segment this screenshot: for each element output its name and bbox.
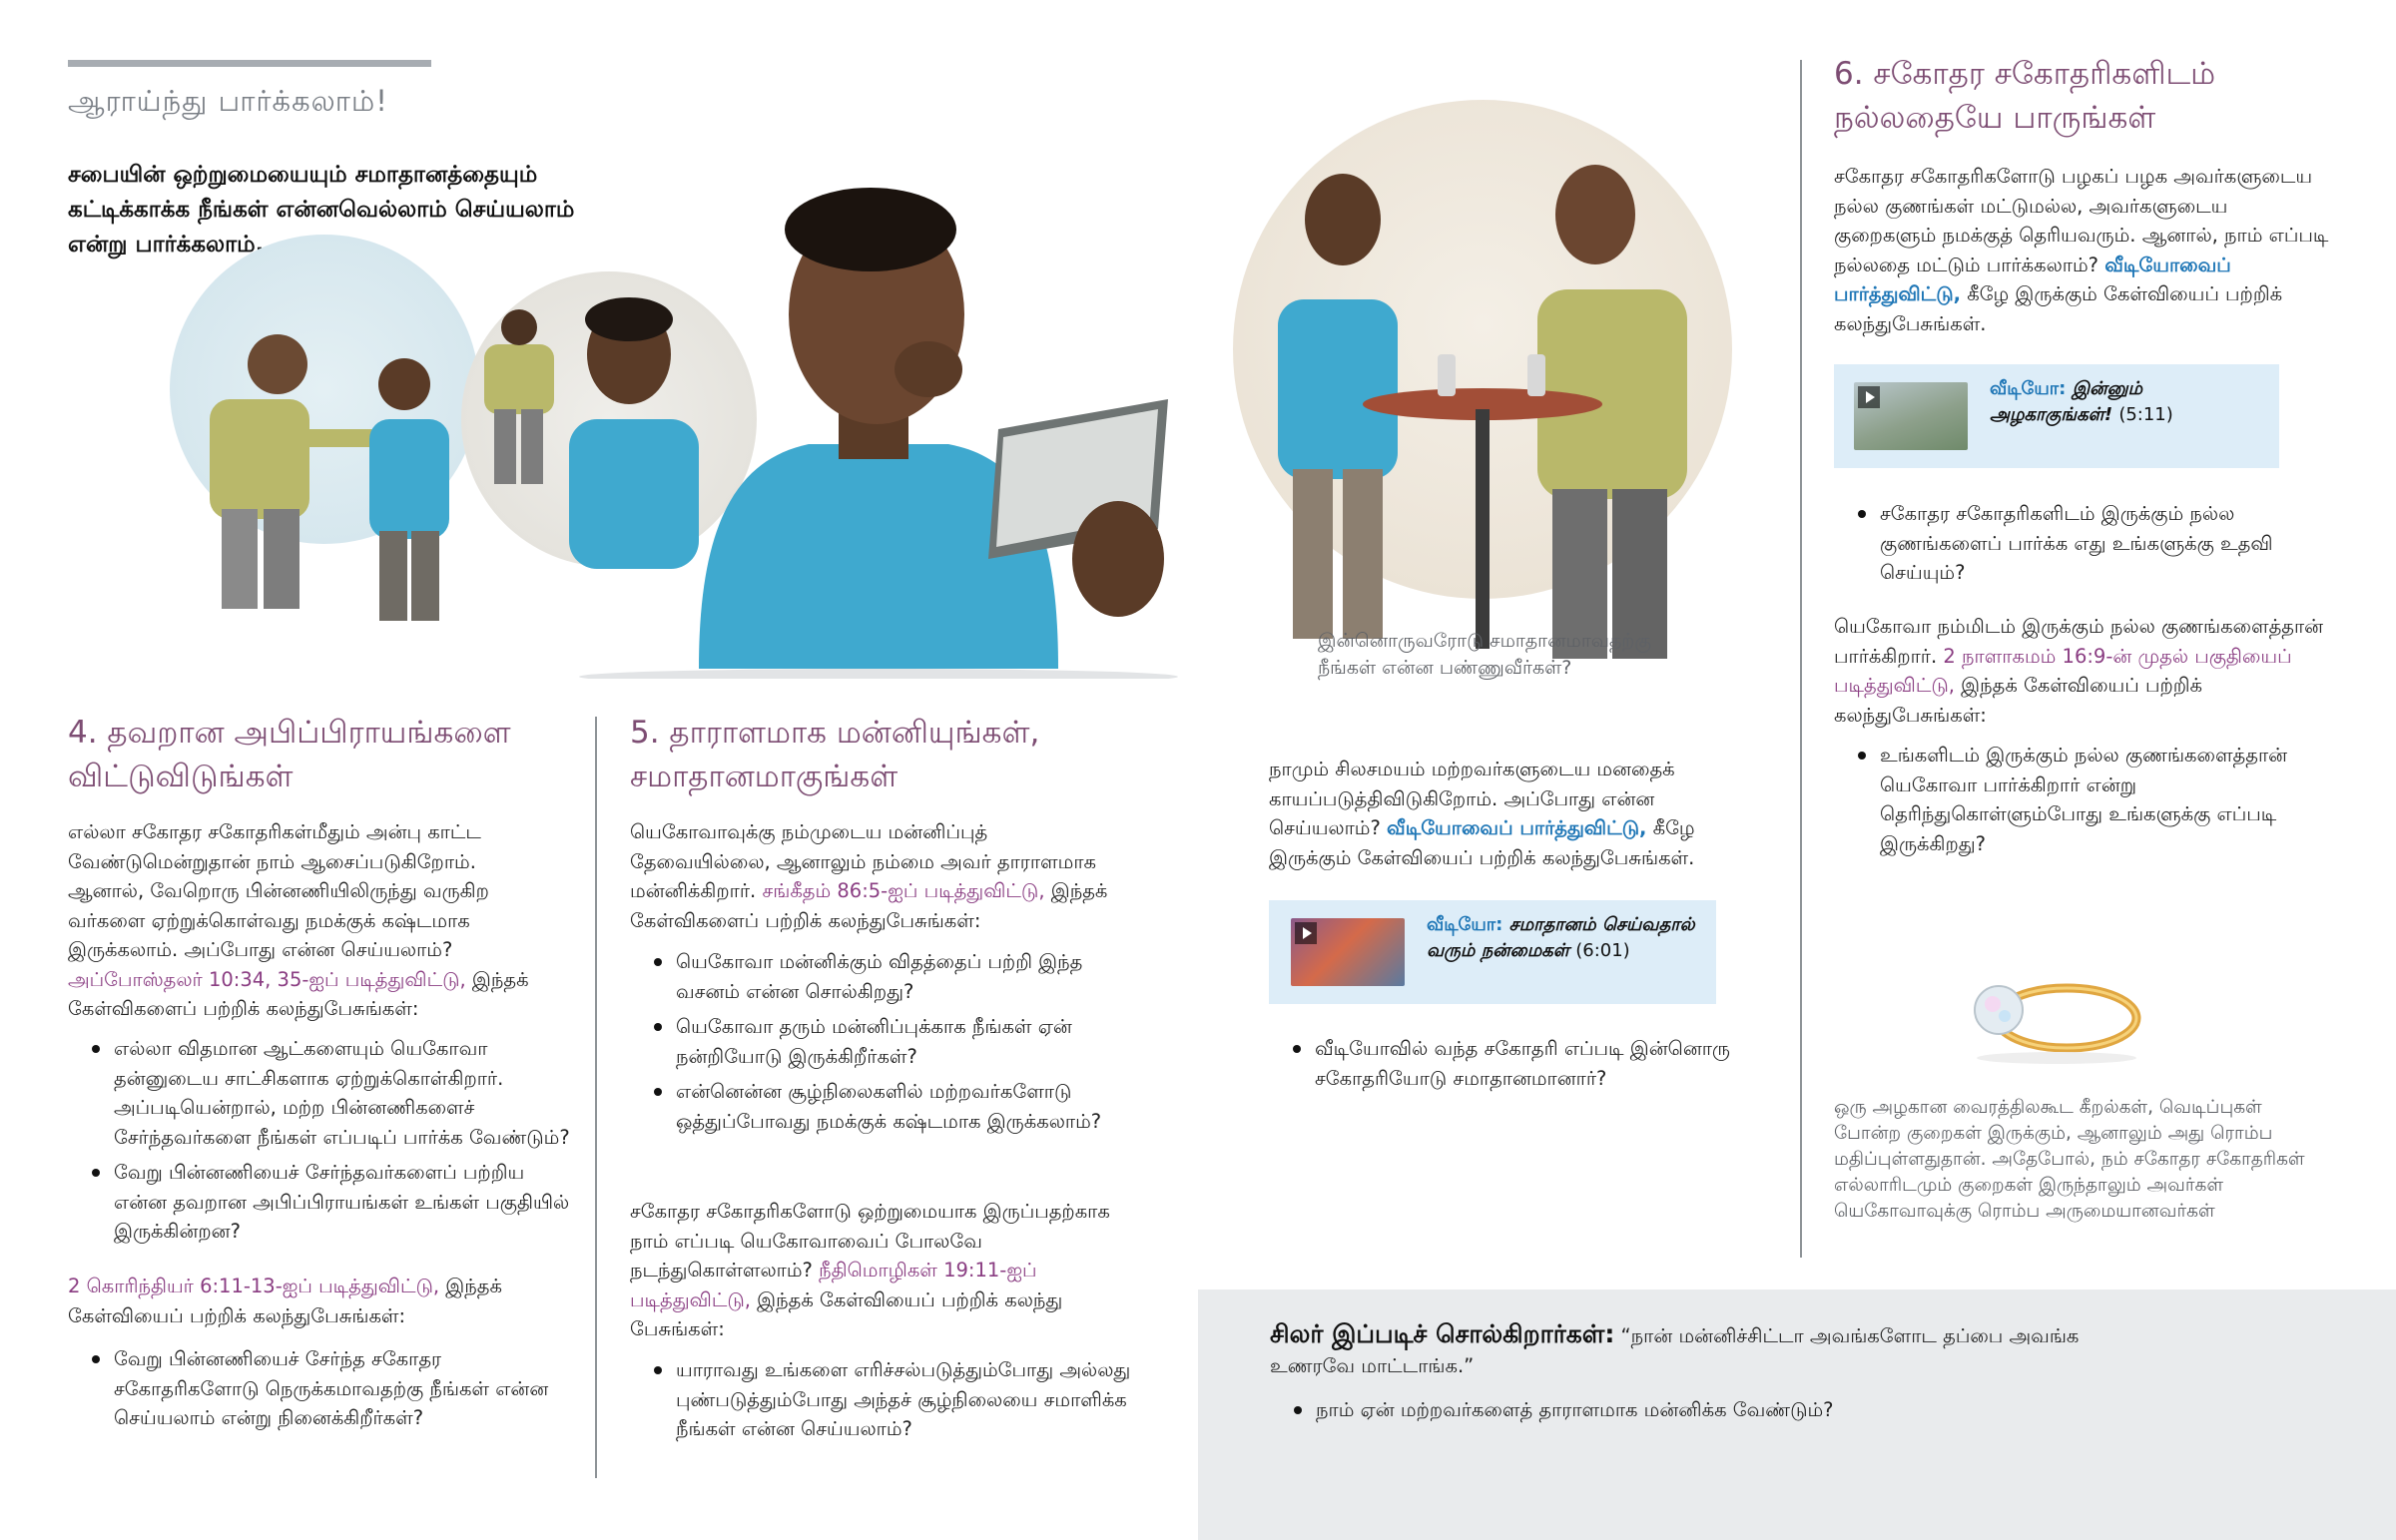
video-info bbox=[1990, 376, 2249, 428]
question-item: என்னென்ன சூழ்நிலைகளில் மற்றவர்களோடு ஒத்துப்போவது நமக்குக் கஷ்டமாக இருக்கலாம்? bbox=[630, 1077, 1139, 1136]
middle-questions bbox=[1269, 1034, 1788, 1099]
video-duration: (6:01) bbox=[1575, 940, 1630, 961]
middle-para bbox=[1269, 755, 1768, 872]
section-4-questions-1 bbox=[68, 1034, 577, 1253]
section-5-text: யெகோவாவுக்கு நம்முடைய மன்னிப்புத் தேவையில்லை, ஆனாலும் நம்மை அவர் தாராளமாக மன்னிக்கிறார். bbox=[630, 820, 1097, 902]
question-item: வேறு பின்னணியைச் சேர்ந்த சகோதர சகோதரிகளோடு நெருக்கமாவதற்கு நீங்கள் என்ன செய்யலாம் என்று நினைக்கிறீர்கள்? bbox=[68, 1344, 567, 1433]
section-6-instruction: கீழே இருக்கும் கேள்வியைப் பற்றிக் கலந்துபேசுங்கள். bbox=[1834, 282, 2283, 335]
scene-reconcile bbox=[1233, 100, 1732, 659]
middle-instruction: கீழே இருக்கும் கேள்வியைப் பற்றிக் கலந்துபேசுங்கள். bbox=[1269, 816, 1695, 869]
section-5-text-2: சகோதர சகோதரிகளோடு ஒற்றுமையாக இருப்பதற்காக நாம் எப்படி யெகோவாவைப் போலவே நடந்துகொள்ளலாம்? bbox=[630, 1200, 1110, 1282]
video-duration: (5:11) bbox=[2118, 404, 2173, 425]
section-6-para bbox=[1834, 162, 2333, 338]
middle-text: நாமும் சிலசமயம் மற்றவர்களுடைய மனதைக் காயப்படுத்திவிடுகிறோம். அப்போது என்ன செய்யலாம்? bbox=[1269, 758, 1675, 839]
section-4-questions-2 bbox=[68, 1344, 567, 1439]
section-5-title: 5. தாராளமாக மன்னியுங்கள், சமாதானமாகுங்கள் bbox=[630, 715, 1040, 794]
section-5-para-2 bbox=[630, 1197, 1119, 1344]
question-item: சகோதர சகோதரிகளிடம் இருக்கும் நல்ல குணங்களைப் பார்க்க எது உங்களுக்கு உதவி செய்யும்? bbox=[1834, 499, 2333, 588]
play-icon[interactable] bbox=[1295, 922, 1317, 944]
page-kicker: ஆராய்ந்து பார்க்கலாம்! bbox=[68, 84, 388, 118]
scene-walk-away bbox=[461, 271, 757, 569]
video-card-beautiful[interactable] bbox=[1834, 364, 2279, 468]
question-item: நாம் ஏன் மற்றவர்களைத் தாராளமாக மன்னிக்க வேண்டும்? bbox=[1270, 1395, 2118, 1425]
scripture-link-chronicles[interactable]: 2 நாளாகமம் 16:9-ன் முதல் பகுதியைப் படித்துவிட்டு, bbox=[1834, 644, 2292, 697]
section-4-para bbox=[68, 817, 537, 1024]
scripture-link-acts[interactable]: அப்போஸ்தலர் 10:34, 35-ஐப் படித்துவிட்டு, bbox=[68, 967, 466, 991]
section-6-text-2: யெகோவா நம்மிடம் இருக்கும் நல்ல குணங்களைத்தான் பார்க்கிறார். bbox=[1834, 615, 2324, 668]
video-link-reconcile[interactable]: வீடியோவைப் பார்த்துவிட்டு, bbox=[1387, 816, 1647, 839]
scripture-link-psalm[interactable]: சங்கீதம் 86:5-ஐப் படித்துவிட்டு, bbox=[762, 879, 1045, 902]
section-5-questions-2 bbox=[630, 1355, 1139, 1450]
question-item: உங்களிடம் இருக்கும் நல்ல குணங்களைத்தான் யெகோவா பார்க்கிறார் என்று தெரிந்துகொள்ளும்போது உங்களுக்கு எப்படி இருக்கிறது? bbox=[1834, 741, 2343, 858]
some-say-text bbox=[1270, 1319, 2118, 1380]
illustration-caption: இன்னொருவரோடு சமாதானமாவதற்கு நீங்கள் என்ன பண்ணுவீர்கள்? bbox=[1318, 630, 1652, 679]
some-say-quote: “நான் மன்னிச்சிட்டா அவங்களோட தப்பை அவங்க உணரவே மாட்டாங்க.” bbox=[1270, 1324, 2080, 1377]
section-4-para-2 bbox=[68, 1272, 567, 1330]
diamond-ring-image bbox=[1947, 958, 2146, 1073]
scene-argument bbox=[170, 235, 479, 621]
illustration bbox=[160, 100, 1747, 679]
section-6-questions-2 bbox=[1834, 741, 2343, 864]
video-thumbnail[interactable] bbox=[1291, 918, 1405, 986]
question-item: யாராவது உங்களை எரிச்சல்படுத்தும்போது அல்லது புண்படுத்தும்போது அந்தச் சூழ்நிலையை சமாளிக்க நீங்கள் என்ன செய்யலாம்? bbox=[630, 1355, 1139, 1444]
column-divider-right bbox=[1800, 60, 1802, 1258]
scripture-link-proverbs[interactable]: நீதிமொழிகள் 19:11-ஐப் படித்துவிட்டு, bbox=[630, 1259, 1037, 1311]
section-6-questions-1 bbox=[1834, 499, 2333, 594]
section-5-instruction-2: இந்தக் கேள்வியைப் பற்றிக் கலந்து பேசுங்கள்: bbox=[630, 1287, 1063, 1340]
question-item: யெகோவா மன்னிக்கும் விதத்தைப் பற்றி இந்த வசனம் என்ன சொல்கிறது? bbox=[630, 947, 1139, 1006]
ring-caption: ஒரு அழகான வைரத்திலகூட கீறல்கள், வெடிப்புகள் போன்ற குறைகள் இருக்கும், ஆனாலும் அது ரொம்ப மதிப்புள்ளதுதான். அதேபோல், நம் சகோதர சகோதரிகள் எல்லாரிடமும் குறைகள் இருந்தாலும் அவர்கள் யெகோவாவுக்கு ரொம்ப அருமையானவர்கள் bbox=[1834, 1097, 2305, 1222]
question-item: யெகோவா தரும் மன்னிப்புக்காக நீங்கள் ஏன் நன்றியோடு இருக்கிறீர்கள்? bbox=[630, 1012, 1139, 1071]
video-title[interactable]: சமாதானம் செய்வதால் வரும் நன்மைகள் bbox=[1427, 914, 1695, 961]
section-4-title: 4. தவறான அபிப்பிராயங்களை விட்டுவிடுங்கள் bbox=[68, 715, 511, 794]
question-item: வீடியோவில் வந்த சகோதரி எப்படி இன்னொரு சகோதரியோடு சமாதானமானார்? bbox=[1269, 1034, 1788, 1093]
column-divider bbox=[595, 717, 597, 1478]
section-6-instruction-2: இந்தக் கேள்வியைப் பற்றிக் கலந்துபேசுங்கள்: bbox=[1834, 674, 2203, 727]
section-6-para-2 bbox=[1834, 612, 2333, 730]
section-6-title: 6. சகோதர சகோதரிகளிடம் நல்லதையே பாருங்கள் bbox=[1834, 56, 2216, 136]
section-5-questions-1 bbox=[630, 947, 1139, 1142]
section-6-text: சகோதர சகோதரிகளோடு பழகப் பழக அவர்களுடைய நல்ல குணங்கள் மட்டுமல்ல, அவர்களுடைய குறைகளும் நமக்குத் தெரியவரும். ஆனால், நாம் எப்படி நல்லதை மட்டும் பார்க்கலாம்? bbox=[1834, 165, 2329, 276]
question-item: எல்லா விதமான ஆட்களையும் யெகோவா தன்னுடைய சாட்சிகளாக ஏற்றுக்கொள்கிறார். அப்படியென்றால், மற்ற பின்னணிகளைச் சேர்ந்தவர்களை நீங்கள் எப்படிப் பார்க்க வேண்டும்? bbox=[68, 1034, 577, 1152]
some-say-label: சிலர் இப்படிச் சொல்கிறார்கள்: bbox=[1270, 1319, 1615, 1348]
header-rule bbox=[68, 60, 431, 67]
section-4-instruction: இந்தக் கேள்விகளைப் பற்றிக் கலந்துபேசுங்கள்: bbox=[68, 967, 529, 1020]
intro-text: சபையின் ஒற்றுமையையும் சமாதானத்தையும் கட்டிக்காக்க நீங்கள் என்னவெல்லாம் செய்யலாம் என்று பார்க்கலாம். bbox=[68, 162, 575, 257]
section-5-instruction: இந்தக் கேள்விகளைப் பற்றிக் கலந்துபேசுங்கள்: bbox=[630, 879, 1108, 932]
section-5-para bbox=[630, 817, 1119, 935]
section-4-instruction-2: இந்தக் கேள்வியைப் பற்றிக் கலந்துபேசுங்கள்: bbox=[68, 1275, 502, 1327]
scripture-link-2cor[interactable]: 2 கொரிந்தியர் 6:11-13-ஐப் படித்துவிட்டு, bbox=[68, 1275, 440, 1297]
video-info bbox=[1427, 912, 1706, 964]
play-icon[interactable] bbox=[1858, 386, 1880, 408]
video-label: வீடியோ: bbox=[1990, 378, 2067, 399]
video-thumbnail[interactable] bbox=[1854, 382, 1968, 450]
question-item: வேறு பின்னணியைச் சேர்ந்தவர்களைப் பற்றிய என்ன தவறான அபிப்பிராயங்கள் உங்கள் பகுதியில் இருக்கின்றன? bbox=[68, 1158, 577, 1247]
video-link-beautiful[interactable]: வீடியோவைப் பார்த்துவிட்டு, bbox=[1834, 253, 2231, 305]
some-say-questions bbox=[1270, 1395, 2118, 1431]
video-title[interactable]: இன்னும் அழகாகுங்கள்! bbox=[1990, 378, 2142, 425]
video-card-reconcile[interactable] bbox=[1269, 900, 1716, 1004]
section-4-text: எல்லா சகோதர சகோதரிகள்மீதும் அன்பு காட்ட வேண்டுமென்றுதான் நாம் ஆசைப்படுகிறோம். ஆனால், வேறொரு பின்னணியிலிருந்து வருகிற வர்களை ஏற்றுக்கொள்வது நமக்குக் கஷ்டமாக இருக்கலாம். அப்போது என்ன செய்யலாம்? bbox=[68, 820, 489, 961]
video-label: வீடியோ: bbox=[1427, 914, 1503, 935]
